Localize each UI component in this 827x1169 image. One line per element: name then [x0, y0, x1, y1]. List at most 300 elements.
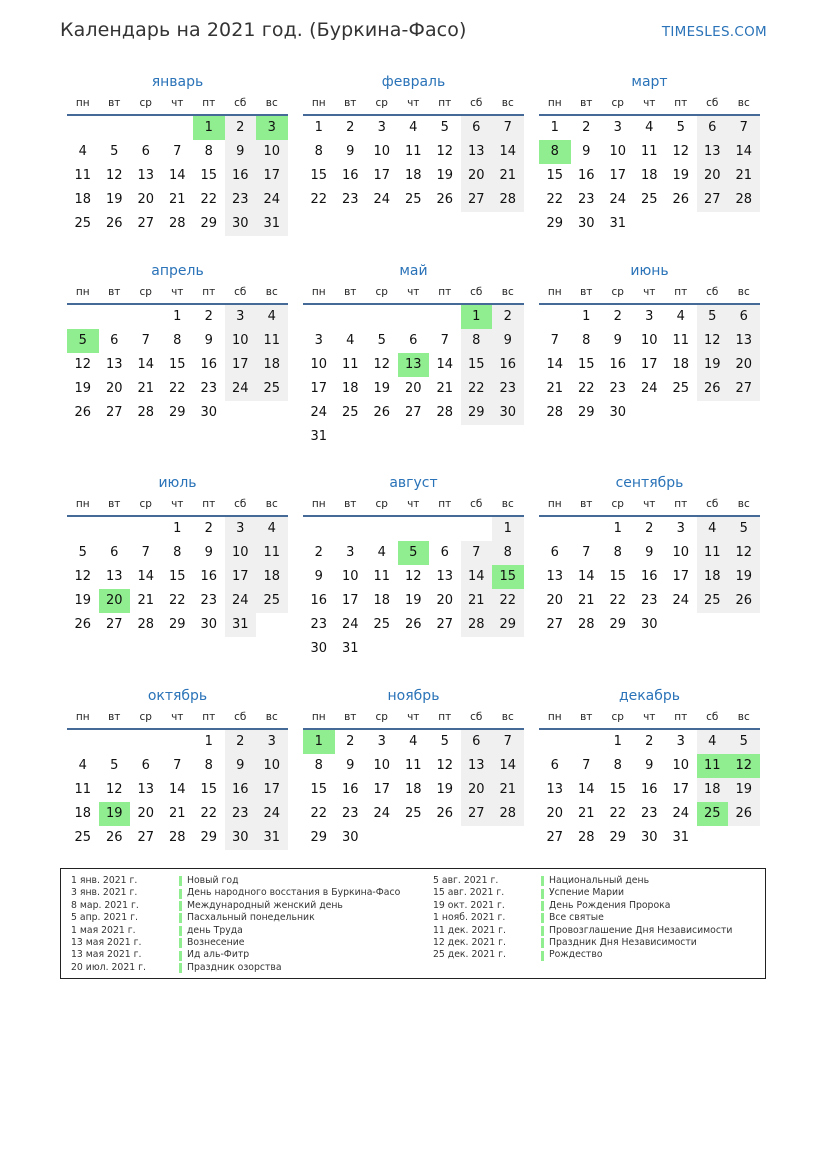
day-cell: 19: [105, 192, 123, 207]
weekday-label: вс: [501, 498, 514, 510]
day-cell: 18: [341, 381, 359, 396]
month-name: июль: [158, 475, 197, 491]
holiday-name: Праздник озорства: [187, 961, 282, 973]
day-cell: 14: [577, 782, 595, 797]
day-cell: 1: [613, 734, 622, 749]
day-cell: 28: [168, 830, 186, 845]
weekday-label: пн: [547, 711, 562, 723]
day-cell: 4: [377, 545, 386, 560]
day-cell: 28: [461, 613, 493, 637]
empty-cell: [130, 730, 162, 754]
holiday-date: 8 мар. 2021 г.: [71, 899, 139, 911]
weekday-label: пн: [547, 97, 562, 109]
day-cell: 23: [200, 593, 218, 608]
day-cell: 24: [225, 589, 257, 613]
day-cell: 12: [373, 357, 391, 372]
day-cell: 4: [78, 758, 87, 773]
holiday-color-marker: [541, 876, 544, 886]
day-cell: 22: [310, 192, 328, 207]
day-cell: 11: [697, 541, 729, 565]
day-cell: 25: [697, 589, 729, 613]
weekday-label: сб: [470, 711, 483, 723]
day-cell: 19: [728, 565, 760, 589]
weekday-label: пт: [202, 711, 216, 723]
day-cell: 7: [492, 116, 524, 140]
weekday-label: сб: [706, 498, 719, 510]
holiday-name: Вознесение: [187, 936, 245, 948]
day-cell: 7: [582, 758, 591, 773]
holiday-color-marker: [179, 913, 182, 923]
weekday-header: [67, 710, 288, 730]
day-cell: 30: [310, 641, 328, 656]
day-cell: 30: [200, 405, 218, 420]
day-cell: 27: [461, 188, 493, 212]
day-cell: 2: [204, 309, 213, 324]
day-cell: 11: [373, 569, 391, 584]
day-cell: 26: [404, 617, 422, 632]
day-cell: 31: [310, 429, 328, 444]
legend-row: [433, 900, 732, 912]
day-cell: 23: [640, 593, 658, 608]
day-cell: 11: [74, 168, 92, 183]
day-cell: 28: [168, 216, 186, 231]
weekday-label: вт: [580, 498, 593, 510]
day-cell: 21: [168, 806, 186, 821]
holiday-name: Рождество: [549, 949, 603, 961]
day-cell: 2: [225, 730, 257, 754]
day-cell: 3: [314, 333, 323, 348]
day-cell: 11: [672, 333, 690, 348]
day-cell: 23: [200, 381, 218, 396]
day-cell: 13: [461, 754, 493, 778]
legend-row: [433, 937, 732, 949]
day-cell: 11: [74, 782, 92, 797]
day-cell: 12: [105, 782, 123, 797]
day-cell: 7: [141, 545, 150, 560]
empty-cell: [571, 730, 603, 754]
weekday-label: вт: [580, 711, 593, 723]
day-cell: 19: [74, 381, 92, 396]
day-cell: 6: [550, 545, 559, 560]
day-cell: 25: [672, 381, 690, 396]
holiday-date: 5 авг. 2021 г.: [433, 875, 499, 886]
weekday-label: чт: [407, 286, 420, 298]
day-cell: 9: [225, 140, 257, 164]
empty-cell: [67, 116, 99, 140]
holiday-name: Провозглашение Дня Независимости: [549, 924, 733, 936]
holiday-day-cell: 8: [539, 140, 571, 164]
day-cell: 1: [173, 521, 182, 536]
month-name: апрель: [151, 263, 204, 279]
day-cell: 21: [436, 381, 454, 396]
weekday-header: [539, 96, 760, 116]
day-cell: 29: [168, 405, 186, 420]
day-cell: 27: [546, 830, 564, 845]
weekday-label: вт: [108, 286, 121, 298]
holiday-legend: [60, 868, 766, 979]
holiday-day-cell: 5: [67, 329, 99, 353]
day-cell: 20: [461, 164, 493, 188]
day-cell: 4: [409, 734, 418, 749]
month-7: [67, 472, 288, 637]
day-cell: 29: [609, 617, 627, 632]
weekday-label: ср: [375, 97, 388, 109]
holiday-color-marker: [179, 951, 182, 961]
weekday-label: ср: [375, 711, 388, 723]
day-cell: 2: [492, 305, 524, 329]
day-cell: 18: [373, 593, 391, 608]
day-cell: 24: [373, 806, 391, 821]
holiday-name: Международный женский день: [187, 899, 343, 911]
day-cell: 21: [168, 192, 186, 207]
day-cell: 28: [728, 188, 760, 212]
day-cell: 15: [609, 569, 627, 584]
day-cell: 22: [609, 593, 627, 608]
weekday-header: [539, 710, 760, 730]
day-cell: 7: [492, 730, 524, 754]
day-cell: 16: [640, 782, 658, 797]
day-cell: 15: [546, 168, 564, 183]
day-cell: 9: [492, 329, 524, 353]
day-cell: 21: [461, 589, 493, 613]
holiday-date: 12 дек. 2021 г.: [433, 936, 506, 948]
day-grid: [539, 517, 760, 637]
day-cell: 16: [640, 569, 658, 584]
weekday-label: вт: [344, 97, 357, 109]
day-cell: 16: [225, 164, 257, 188]
empty-cell: [398, 517, 430, 541]
day-cell: 19: [74, 593, 92, 608]
legend-row: [433, 875, 732, 887]
day-cell: 25: [256, 589, 288, 613]
day-cell: 7: [461, 541, 493, 565]
holiday-day-cell: 15: [492, 565, 524, 589]
day-cell: 8: [173, 333, 182, 348]
day-cell: 10: [373, 144, 391, 159]
day-cell: 16: [492, 353, 524, 377]
day-cell: 11: [256, 329, 288, 353]
day-cell: 13: [461, 140, 493, 164]
day-cell: 5: [78, 545, 87, 560]
day-cell: 22: [168, 381, 186, 396]
weekday-header: [303, 497, 524, 517]
day-cell: 8: [613, 758, 622, 773]
day-cell: 7: [141, 333, 150, 348]
weekday-label: сб: [706, 711, 719, 723]
day-cell: 6: [461, 116, 493, 140]
day-cell: 9: [346, 144, 355, 159]
day-cell: 13: [728, 329, 760, 353]
day-cell: 20: [137, 192, 155, 207]
weekday-header: [539, 285, 760, 305]
weekday-header: [67, 285, 288, 305]
day-cell: 5: [440, 120, 449, 135]
day-cell: 24: [310, 405, 328, 420]
day-cell: 14: [137, 357, 155, 372]
day-cell: 18: [697, 778, 729, 802]
day-cell: 18: [256, 353, 288, 377]
day-cell: 4: [256, 517, 288, 541]
weekday-label: сб: [234, 97, 247, 109]
day-cell: 27: [105, 405, 123, 420]
day-cell: 28: [577, 830, 595, 845]
day-cell: 5: [728, 517, 760, 541]
holiday-color-marker: [179, 876, 182, 886]
day-cell: 29: [200, 216, 218, 231]
month-12: [539, 685, 760, 850]
day-cell: 2: [314, 545, 323, 560]
legend-row: [433, 949, 732, 961]
day-cell: 3: [613, 120, 622, 135]
day-cell: 2: [613, 309, 622, 324]
day-cell: 6: [110, 545, 119, 560]
day-cell: 19: [672, 168, 690, 183]
empty-cell: [130, 517, 162, 541]
day-cell: 21: [137, 381, 155, 396]
holiday-day-cell: 20: [99, 589, 131, 613]
empty-cell: [335, 517, 367, 541]
empty-cell: [335, 305, 367, 329]
day-cell: 8: [314, 758, 323, 773]
weekday-label: пт: [438, 711, 452, 723]
holiday-date: 15 авг. 2021 г.: [433, 887, 505, 899]
day-cell: 22: [310, 806, 328, 821]
day-cell: 10: [256, 140, 288, 164]
day-cell: 10: [672, 758, 690, 773]
weekday-label: пн: [547, 498, 562, 510]
weekday-label: чт: [407, 498, 420, 510]
day-cell: 26: [436, 806, 454, 821]
day-cell: 1: [204, 734, 213, 749]
holiday-date: 20 июл. 2021 г.: [71, 961, 146, 973]
day-cell: 25: [640, 192, 658, 207]
day-cell: 18: [256, 565, 288, 589]
day-cell: 17: [373, 168, 391, 183]
month-6: [539, 260, 760, 425]
legend-row: [71, 887, 400, 899]
day-cell: 1: [492, 517, 524, 541]
holiday-color-marker: [541, 913, 544, 923]
weekday-label: сб: [470, 286, 483, 298]
day-cell: 10: [672, 545, 690, 560]
empty-cell: [461, 517, 493, 541]
day-cell: 2: [346, 120, 355, 135]
day-cell: 20: [697, 164, 729, 188]
day-cell: 27: [461, 802, 493, 826]
day-cell: 28: [577, 617, 595, 632]
weekday-label: чт: [407, 97, 420, 109]
day-cell: 30: [225, 212, 257, 236]
day-cell: 10: [373, 758, 391, 773]
weekday-header: [303, 285, 524, 305]
day-cell: 12: [436, 144, 454, 159]
day-cell: 16: [200, 569, 218, 584]
month-name: февраль: [381, 74, 446, 90]
month-3: [539, 71, 760, 236]
holiday-date: 1 мая 2021 г.: [71, 924, 136, 936]
site-link[interactable]: TIMESLES.COM: [661, 24, 767, 40]
weekday-label: пт: [674, 498, 688, 510]
day-cell: 7: [550, 333, 559, 348]
day-cell: 25: [404, 806, 422, 821]
day-cell: 6: [110, 333, 119, 348]
day-cell: 10: [341, 569, 359, 584]
day-cell: 30: [341, 830, 359, 845]
empty-cell: [67, 730, 99, 754]
month-1: [67, 71, 288, 236]
day-cell: 17: [373, 782, 391, 797]
day-cell: 7: [173, 758, 182, 773]
day-cell: 29: [546, 216, 564, 231]
empty-cell: [398, 305, 430, 329]
day-cell: 2: [645, 734, 654, 749]
weekday-label: сб: [234, 711, 247, 723]
day-cell: 1: [173, 309, 182, 324]
day-cell: 22: [577, 381, 595, 396]
day-cell: 28: [492, 188, 524, 212]
legend-row: [71, 925, 400, 937]
empty-cell: [539, 730, 571, 754]
legend-row: [433, 887, 732, 899]
empty-cell: [99, 305, 131, 329]
weekday-label: вт: [108, 498, 121, 510]
empty-cell: [539, 305, 571, 329]
empty-cell: [99, 730, 131, 754]
day-cell: 9: [582, 144, 591, 159]
legend-column-2: [433, 875, 732, 962]
weekday-label: вс: [737, 498, 750, 510]
day-cell: 4: [645, 120, 654, 135]
holiday-name: День Рождения Пророка: [549, 899, 671, 911]
day-cell: 27: [404, 405, 422, 420]
day-cell: 12: [728, 541, 760, 565]
weekday-header: [303, 96, 524, 116]
day-cell: 2: [204, 521, 213, 536]
day-cell: 13: [436, 569, 454, 584]
day-cell: 14: [461, 565, 493, 589]
day-cell: 15: [200, 782, 218, 797]
day-grid: [539, 730, 760, 850]
empty-cell: [571, 517, 603, 541]
day-cell: 16: [200, 357, 218, 372]
holiday-day-cell: 13: [398, 353, 430, 377]
holiday-name: Успение Марии: [549, 887, 625, 899]
month-5: [303, 260, 524, 449]
empty-cell: [67, 517, 99, 541]
day-cell: 13: [546, 569, 564, 584]
day-cell: 23: [640, 806, 658, 821]
holiday-date: 11 дек. 2021 г.: [433, 924, 506, 936]
holiday-date: 1 янв. 2021 г.: [71, 875, 138, 886]
day-cell: 5: [440, 734, 449, 749]
day-cell: 25: [404, 192, 422, 207]
empty-cell: [429, 305, 461, 329]
day-cell: 19: [436, 168, 454, 183]
weekday-label: сб: [234, 498, 247, 510]
day-cell: 17: [609, 168, 627, 183]
day-cell: 7: [440, 333, 449, 348]
day-cell: 24: [225, 377, 257, 401]
day-cell: 17: [256, 164, 288, 188]
day-cell: 26: [105, 216, 123, 231]
day-cell: 26: [74, 617, 92, 632]
weekday-label: пн: [75, 498, 90, 510]
holiday-day-cell: 1: [193, 116, 225, 140]
day-cell: 4: [697, 730, 729, 754]
weekday-label: ср: [139, 97, 152, 109]
holiday-date: 19 окт. 2021 г.: [433, 899, 505, 911]
day-cell: 13: [105, 357, 123, 372]
day-cell: 7: [728, 116, 760, 140]
weekday-label: вс: [737, 286, 750, 298]
day-cell: 20: [546, 806, 564, 821]
holiday-color-marker: [179, 963, 182, 973]
day-cell: 8: [461, 329, 493, 353]
day-cell: 5: [110, 758, 119, 773]
day-cell: 18: [640, 168, 658, 183]
day-cell: 16: [341, 168, 359, 183]
day-cell: 28: [546, 405, 564, 420]
holiday-name: День народного восстания в Буркина-Фасо: [187, 887, 401, 899]
day-cell: 19: [697, 353, 729, 377]
empty-cell: [162, 730, 194, 754]
weekday-label: пт: [438, 498, 452, 510]
day-cell: 13: [137, 782, 155, 797]
day-cell: 30: [640, 830, 658, 845]
day-cell: 9: [204, 333, 213, 348]
day-cell: 14: [168, 168, 186, 183]
holiday-name: Праздник Дня Независимости: [549, 936, 697, 948]
month-name: октябрь: [147, 688, 208, 704]
day-cell: 3: [645, 309, 654, 324]
day-cell: 23: [577, 192, 595, 207]
weekday-label: пн: [311, 498, 326, 510]
day-cell: 18: [404, 168, 422, 183]
month-name: ноябрь: [387, 688, 440, 704]
day-cell: 17: [225, 353, 257, 377]
holiday-color-marker: [541, 951, 544, 961]
day-cell: 9: [204, 545, 213, 560]
day-cell: 31: [609, 216, 627, 231]
day-cell: 24: [256, 188, 288, 212]
day-cell: 22: [200, 192, 218, 207]
day-cell: 19: [373, 381, 391, 396]
day-grid: [303, 305, 524, 449]
weekday-label: чт: [643, 286, 656, 298]
holiday-day-cell: 19: [99, 802, 131, 826]
month-name: август: [389, 475, 438, 491]
weekday-label: пт: [202, 498, 216, 510]
weekday-label: ср: [611, 286, 624, 298]
day-cell: 10: [256, 754, 288, 778]
holiday-date: 13 мая 2021 г.: [71, 949, 142, 961]
day-cell: 3: [676, 521, 685, 536]
weekday-label: пт: [438, 286, 452, 298]
day-cell: 1: [314, 120, 323, 135]
day-cell: 28: [436, 405, 454, 420]
weekday-label: ср: [611, 711, 624, 723]
day-cell: 31: [672, 830, 690, 845]
holiday-name: Пасхальный понедельник: [187, 912, 315, 924]
holiday-color-marker: [541, 938, 544, 948]
day-cell: 21: [728, 164, 760, 188]
day-cell: 24: [341, 617, 359, 632]
weekday-label: чт: [643, 498, 656, 510]
legend-row: [433, 925, 732, 937]
day-cell: 13: [546, 782, 564, 797]
holiday-day-cell: 25: [697, 802, 729, 826]
day-cell: 12: [697, 329, 729, 353]
